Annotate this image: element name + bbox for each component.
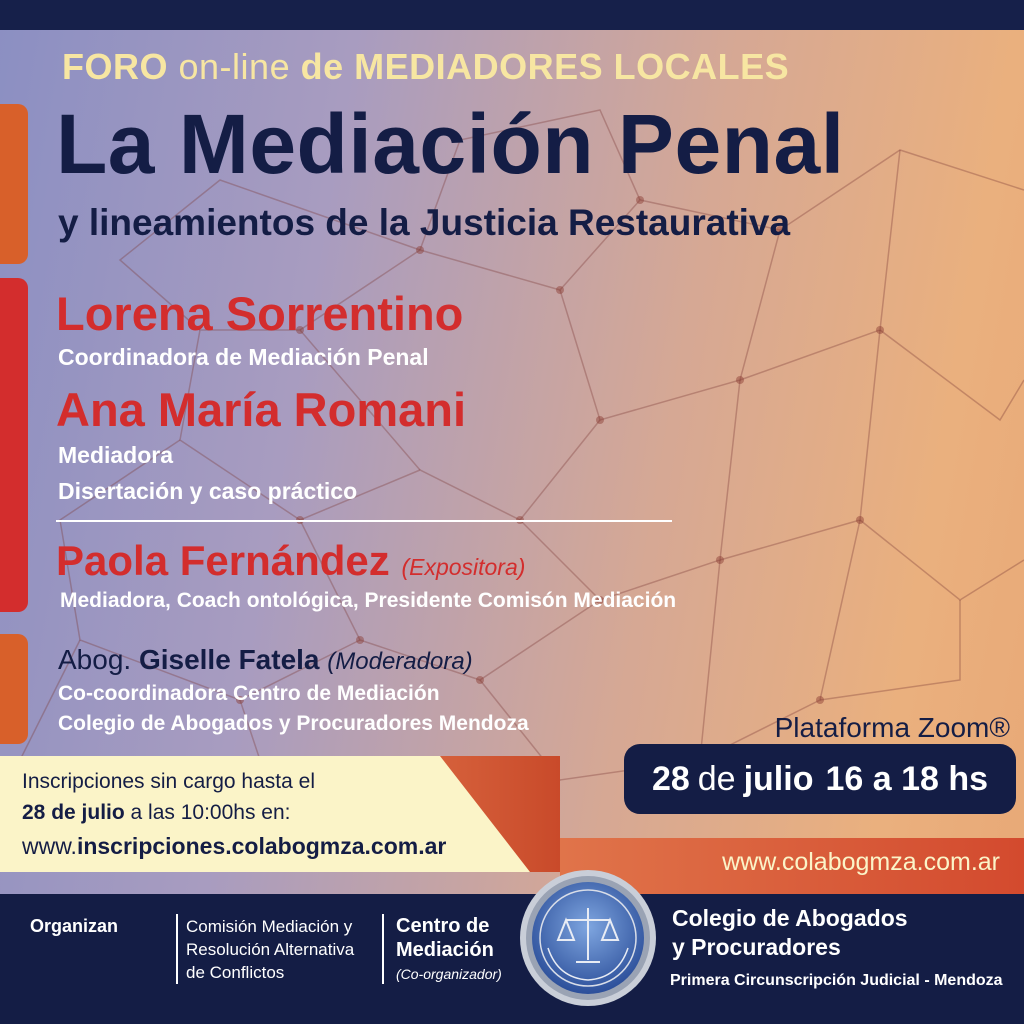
orange-accent-bar [0,104,28,264]
moderator-name: Giselle Fatela [138,644,320,675]
event-date-badge [624,744,1016,814]
registration-line: Inscripciones sin cargo hasta el [22,770,315,793]
registration-deadline [22,801,291,825]
kicker-rest: de MEDIADORES LOCALES [300,46,790,87]
moderator-line [58,644,473,676]
date-day: 28 [651,759,690,798]
registration-time: a las 10:00hs en: [130,801,291,824]
registration-url-link[interactable] [22,833,446,860]
date-month: julio [743,759,814,798]
speaker-role: Coordinadora de Mediación Penal [58,344,429,370]
platform-label: Plataforma Zoom® [774,712,1010,743]
speaker-name-expositora [56,537,526,584]
footer-co-organizador: (Co-organizador) [396,966,502,982]
footer-centro [396,914,494,962]
footer-colegio [672,904,908,962]
speaker-role: Mediadora [58,442,174,468]
footer-circunscripcion: Primera Circunscripción Judicial - Mendoza [670,972,1003,989]
colegio-seal-logo [518,868,658,1008]
footer-organizan: Organizan [30,916,119,936]
forum-kicker [62,46,789,88]
date-de: de [697,759,736,798]
registration-url-prefix: www. [22,833,77,859]
event-title: La Mediación Penal [56,97,845,191]
speaker-role: Mediadora, Coach ontológica, Presidente Comisón Mediación [60,589,677,612]
footer-colegio-line: y Procuradores [672,933,841,960]
kicker-online: on-line [178,46,291,87]
speaker-role: Disertación y caso práctico [58,478,358,504]
footer-separator [176,914,178,984]
footer-separator [382,914,384,984]
footer-colegio-line: Colegio de Abogados [672,905,908,931]
footer-centro-line: Centro de [396,915,490,937]
footer-comision: Comisión Mediación y Resolución Alternativa de Conflictos [186,917,355,982]
moderator-role: Co-coordinadora Centro de Mediación [58,682,440,705]
moderator-prefix: Abog. [58,644,132,675]
divider [56,520,672,522]
speaker-name: Lorena Sorrentino [56,287,464,340]
speaker-name: Ana María Romani [56,383,467,436]
footer-centro-line: Mediación [396,939,494,961]
registration-date: 28 de julio [22,801,125,824]
event-subtitle: y lineamientos de la Justicia Restaurativa [58,202,791,243]
moderator-role: Colegio de Abogados y Procuradores Mendoza [58,712,529,735]
date-time: 16 a 18 hs [825,759,989,798]
speaker-tag: (Expositora) [401,554,526,580]
registration-url-domain: inscripciones.colabogmza.com.ar [76,833,447,859]
orange-accent-bar-lower [0,634,28,744]
red-accent-bar [0,278,28,612]
website-link[interactable]: www.colabogmza.com.ar [722,848,1000,876]
kicker-foro: FORO [62,46,168,87]
moderator-tag: (Moderadora) [327,648,473,675]
speaker-name: Paola Fernández [56,537,390,584]
